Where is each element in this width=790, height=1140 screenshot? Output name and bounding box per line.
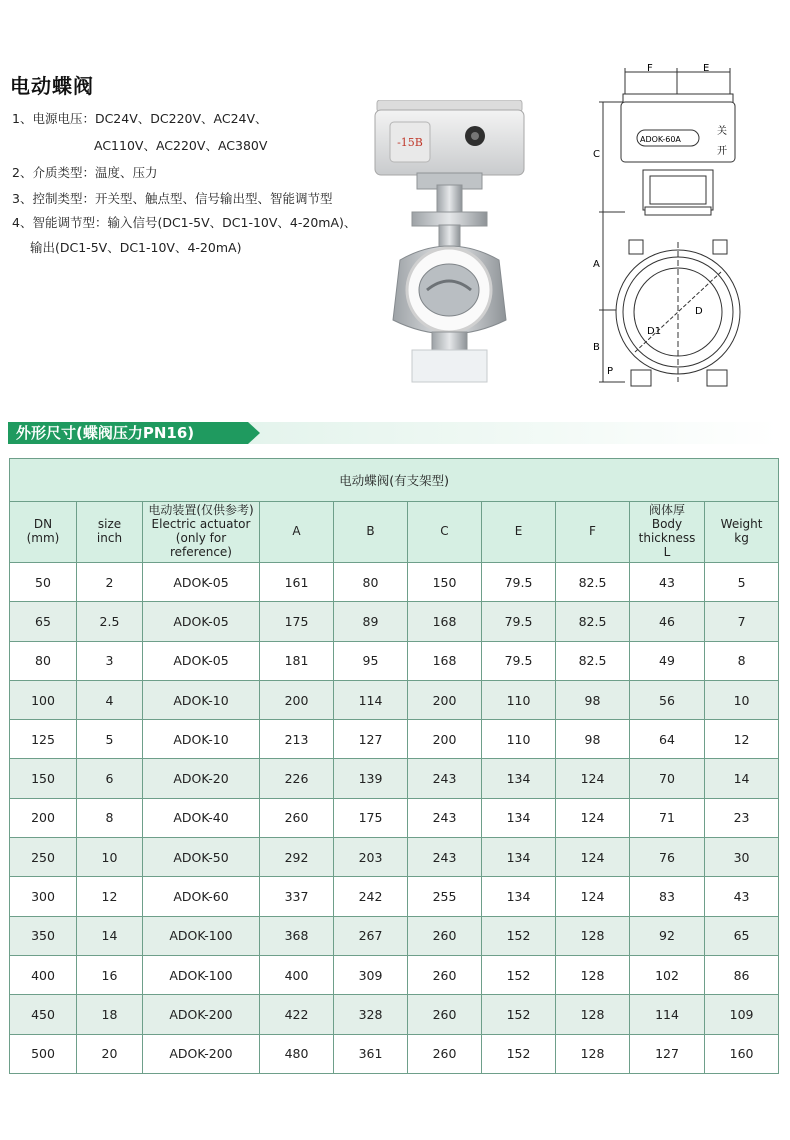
column-header-line: thickness	[638, 531, 696, 545]
table-row	[10, 916, 779, 955]
spec-smart: 4、智能调节型：输入信号(DC1-5V、DC1-10V、4-20mA)、	[12, 215, 357, 230]
spec-voltage-cont: AC110V、AC220V、AC380V	[94, 138, 268, 153]
table-cell: 6	[77, 759, 143, 798]
table-cell: 168	[408, 602, 482, 641]
table-row	[10, 877, 779, 916]
table-cell: 175	[260, 602, 334, 641]
column-header-line: kg	[734, 531, 749, 545]
column-header-line: Body	[651, 517, 683, 532]
column-header-line: L	[663, 544, 671, 559]
column-header-line: B	[366, 524, 375, 539]
table-cell: 98	[556, 720, 630, 759]
table-cell: 128	[556, 1034, 630, 1073]
dimension-table	[9, 458, 779, 1074]
table-cell: 124	[556, 877, 630, 916]
photo-label: -15B	[397, 136, 423, 149]
table-row	[10, 720, 779, 759]
table-cell: ADOK-05	[143, 641, 260, 680]
column-header-line: 电动装置(仅供参考)	[148, 503, 254, 518]
table-cell: 124	[556, 798, 630, 837]
table-cell: 152	[482, 916, 556, 955]
table-cell: 124	[556, 838, 630, 877]
table-cell: 76	[630, 838, 705, 877]
table-cell: 127	[630, 1034, 705, 1073]
table-cell: 161	[260, 563, 334, 602]
table-cell: 125	[10, 720, 77, 759]
column-header-line: Electric actuator	[151, 517, 251, 532]
spec-control: 3、控制类型：开关型、触点型、信号输出型、智能调节型	[12, 191, 333, 206]
table-cell: 260	[408, 1034, 482, 1073]
table-cell: 150	[10, 759, 77, 798]
table-cell: 243	[408, 759, 482, 798]
table-cell: 243	[408, 798, 482, 837]
table-cell: 300	[10, 877, 77, 916]
table-cell: 152	[482, 955, 556, 994]
table-cell: 14	[705, 759, 779, 798]
table-row	[10, 563, 779, 602]
spec-voltage: 1、电源电压：DC24V、DC220V、AC24V、	[12, 111, 268, 126]
column-header	[482, 502, 556, 563]
table-cell: 328	[334, 995, 408, 1034]
table-cell: 260	[408, 955, 482, 994]
column-header-line: (only for reference)	[170, 531, 232, 559]
table-cell: 450	[10, 995, 77, 1034]
column-header-line: inch	[96, 531, 123, 545]
table-cell: 23	[705, 798, 779, 837]
table-cell: 200	[10, 798, 77, 837]
column-header-line: Weight	[720, 517, 763, 532]
table-cell: ADOK-05	[143, 563, 260, 602]
table-cell: 213	[260, 720, 334, 759]
table-cell: ADOK-10	[143, 720, 260, 759]
table-cell: 86	[705, 955, 779, 994]
table-cell: 150	[408, 563, 482, 602]
table-header-row	[10, 502, 779, 563]
table-cell: 71	[630, 798, 705, 837]
table-cell: 267	[334, 916, 408, 955]
table-cell: 250	[10, 838, 77, 877]
column-header-line: size	[97, 517, 122, 532]
table-cell: 260	[260, 798, 334, 837]
column-header-line: C	[440, 524, 449, 539]
table-cell: 114	[630, 995, 705, 1034]
table-cell: 128	[556, 955, 630, 994]
table-cell: 168	[408, 641, 482, 680]
table-cell: 110	[482, 720, 556, 759]
table-cell: 65	[10, 602, 77, 641]
dim-p: P	[607, 366, 614, 377]
table-cell: 361	[334, 1034, 408, 1073]
section-bar	[8, 422, 778, 444]
table-cell: 2.5	[77, 602, 143, 641]
table-row	[10, 641, 779, 680]
dimension-drawing	[585, 62, 755, 402]
table-row	[10, 798, 779, 837]
dim-c: C	[593, 149, 600, 160]
column-header	[77, 502, 143, 563]
dim-a: A	[593, 259, 600, 270]
table-cell: 242	[334, 877, 408, 916]
table-cell: 10	[77, 838, 143, 877]
table-cell: 65	[705, 916, 779, 955]
dim-d: D	[695, 306, 703, 317]
table-cell: 80	[334, 563, 408, 602]
column-header	[705, 502, 779, 563]
column-header-line: 阀体厚	[648, 503, 685, 518]
column-header-line: E	[514, 524, 523, 539]
table-row	[10, 759, 779, 798]
table-cell: 422	[260, 995, 334, 1034]
column-header	[408, 502, 482, 563]
table-cell: 95	[334, 641, 408, 680]
table-cell: 100	[10, 680, 77, 719]
column-header-line: F	[589, 524, 596, 539]
table-cell: ADOK-05	[143, 602, 260, 641]
column-header	[556, 502, 630, 563]
table-cell: 20	[77, 1034, 143, 1073]
table-caption: 电动蝶阀(有支架型)	[10, 459, 779, 502]
table-cell: 134	[482, 798, 556, 837]
table-cell: 309	[334, 955, 408, 994]
table-cell: 8	[77, 798, 143, 837]
table-cell: 226	[260, 759, 334, 798]
table-cell: 92	[630, 916, 705, 955]
table-cell: 203	[334, 838, 408, 877]
table-cell: 152	[482, 1034, 556, 1073]
table-cell: 43	[630, 563, 705, 602]
table-cell: 98	[556, 680, 630, 719]
table-cell: 70	[630, 759, 705, 798]
column-header	[143, 502, 260, 563]
table-cell: 200	[408, 720, 482, 759]
table-cell: 337	[260, 877, 334, 916]
table-row	[10, 838, 779, 877]
table-cell: 350	[10, 916, 77, 955]
valve-photo	[372, 100, 527, 385]
table-cell: 8	[705, 641, 779, 680]
table-cell: 260	[408, 916, 482, 955]
table-cell: 2	[77, 563, 143, 602]
table-cell: 127	[334, 720, 408, 759]
dim-b: B	[593, 342, 600, 353]
table-cell: 255	[408, 877, 482, 916]
table-cell: 500	[10, 1034, 77, 1073]
table-cell: 200	[408, 680, 482, 719]
dim-f: F	[647, 63, 653, 74]
close-label: 关	[717, 126, 727, 137]
table-cell: 200	[260, 680, 334, 719]
table-cell: 181	[260, 641, 334, 680]
table-cell: 152	[482, 995, 556, 1034]
open-label: 开	[717, 146, 727, 157]
table-cell: 139	[334, 759, 408, 798]
table-cell: 134	[482, 759, 556, 798]
table-cell: 102	[630, 955, 705, 994]
table-cell: 12	[705, 720, 779, 759]
table-cell: 128	[556, 995, 630, 1034]
dim-d1: D1	[647, 326, 662, 337]
section-title: 外形尺寸(蝶阀压力PN16)	[8, 422, 248, 444]
table-cell: 16	[77, 955, 143, 994]
table-cell: 56	[630, 680, 705, 719]
table-cell: ADOK-40	[143, 798, 260, 837]
table-body	[10, 563, 779, 1074]
actuator-label: ADOK-60A	[640, 135, 681, 144]
table-cell: 30	[705, 838, 779, 877]
page-title: 电动蝶阀	[10, 74, 94, 98]
table-cell: 89	[334, 602, 408, 641]
table-row	[10, 602, 779, 641]
table-cell: 79.5	[482, 602, 556, 641]
table-cell: 3	[77, 641, 143, 680]
table-cell: 82.5	[556, 563, 630, 602]
table-cell: 82.5	[556, 641, 630, 680]
table-cell: 46	[630, 602, 705, 641]
spec-smart-cont: 输出(DC1-5V、DC1-10V、4-20mA)	[30, 240, 242, 255]
table-cell: 243	[408, 838, 482, 877]
table-cell: ADOK-100	[143, 916, 260, 955]
column-header	[334, 502, 408, 563]
table-cell: 64	[630, 720, 705, 759]
table-cell: ADOK-100	[143, 955, 260, 994]
table-row	[10, 995, 779, 1034]
table-cell: 134	[482, 877, 556, 916]
table-cell: 79.5	[482, 563, 556, 602]
table-cell: 400	[260, 955, 334, 994]
table-row	[10, 1034, 779, 1073]
column-header-line: DN	[33, 517, 53, 532]
table-cell: 14	[77, 916, 143, 955]
table-cell: 292	[260, 838, 334, 877]
column-header	[10, 502, 77, 563]
table-cell: 7	[705, 602, 779, 641]
table-cell: 4	[77, 680, 143, 719]
table-cell: ADOK-50	[143, 838, 260, 877]
table-cell: 124	[556, 759, 630, 798]
table-cell: 18	[77, 995, 143, 1034]
column-header-line: (mm)	[26, 531, 60, 545]
table-cell: 5	[705, 563, 779, 602]
dim-e: E	[703, 63, 710, 74]
table-cell: 400	[10, 955, 77, 994]
table-cell: 10	[705, 680, 779, 719]
table-cell: ADOK-20	[143, 759, 260, 798]
table-cell: 82.5	[556, 602, 630, 641]
table-cell: 43	[705, 877, 779, 916]
table-cell: 110	[482, 680, 556, 719]
column-header-line: A	[292, 524, 301, 539]
table-cell: ADOK-60	[143, 877, 260, 916]
table-cell: ADOK-200	[143, 995, 260, 1034]
table-cell: 79.5	[482, 641, 556, 680]
table-cell: 114	[334, 680, 408, 719]
column-header	[260, 502, 334, 563]
table-cell: 109	[705, 995, 779, 1034]
table-cell: 83	[630, 877, 705, 916]
table-cell: 175	[334, 798, 408, 837]
table-cell: 5	[77, 720, 143, 759]
table-cell: 134	[482, 838, 556, 877]
table-cell: ADOK-200	[143, 1034, 260, 1073]
spec-medium: 2、介质类型：温度、压力	[12, 165, 158, 180]
table-cell: 128	[556, 916, 630, 955]
table-row	[10, 680, 779, 719]
table-cell: 80	[10, 641, 77, 680]
table-cell: 49	[630, 641, 705, 680]
table-cell: ADOK-10	[143, 680, 260, 719]
table-cell: 50	[10, 563, 77, 602]
table-cell: 368	[260, 916, 334, 955]
table-cell: 260	[408, 995, 482, 1034]
table-cell: 160	[705, 1034, 779, 1073]
table-row	[10, 955, 779, 994]
column-header	[630, 502, 705, 563]
table-cell: 480	[260, 1034, 334, 1073]
table-cell: 12	[77, 877, 143, 916]
